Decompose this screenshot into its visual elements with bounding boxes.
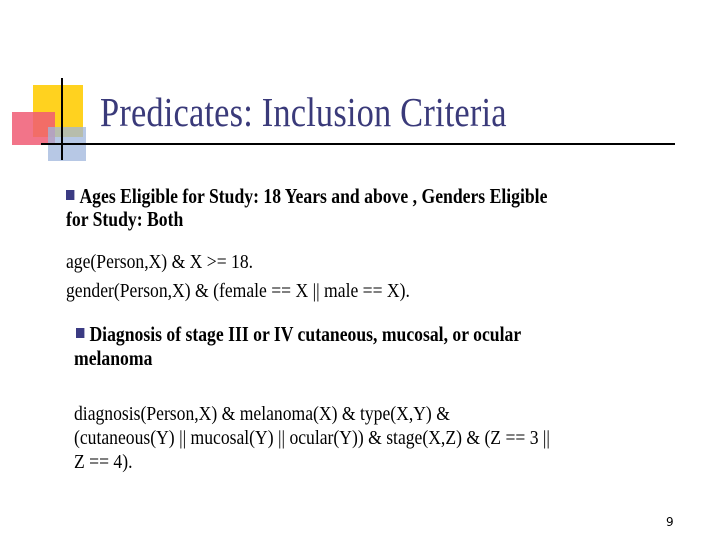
criterion-2-code-line-3: Z == 4).	[74, 451, 133, 473]
slide-title: Predicates: Inclusion Criteria	[100, 89, 507, 135]
criterion-2-heading-line-2: melanoma	[74, 346, 153, 370]
bullet-square-icon	[66, 190, 74, 200]
criterion-2-heading-text-1: Diagnosis of stage III or IV cutaneous, mucosal, or ocular	[89, 322, 522, 346]
criterion-1-code-line-2: gender(Person,X) & (female == X || male == X).	[66, 280, 410, 302]
criterion-2-code-line-2: (cutaneous(Y) || mucosal(Y) || ocular(Y)) & stage(X,Z) & (Z == 3 ||	[74, 427, 550, 449]
criterion-1-heading-text-1: Ages Eligible for Study: 18 Years and above , Genders Eligible	[79, 184, 548, 208]
title-underline	[41, 143, 675, 145]
criterion-1-code-line-1: age(Person,X) & X >= 18.	[66, 251, 254, 273]
bullet-square-icon	[76, 328, 84, 338]
criterion-1-heading-line-1	[66, 184, 547, 208]
decor-vertical-line	[61, 78, 63, 160]
criterion-1-heading-line-2: for Study: Both	[66, 207, 184, 231]
criterion-2-code-line-1: diagnosis(Person,X) & melanoma(X) & type(X,Y) &	[74, 403, 450, 425]
criterion-2-heading-line-1	[76, 322, 521, 346]
page-number: 9	[666, 515, 674, 529]
